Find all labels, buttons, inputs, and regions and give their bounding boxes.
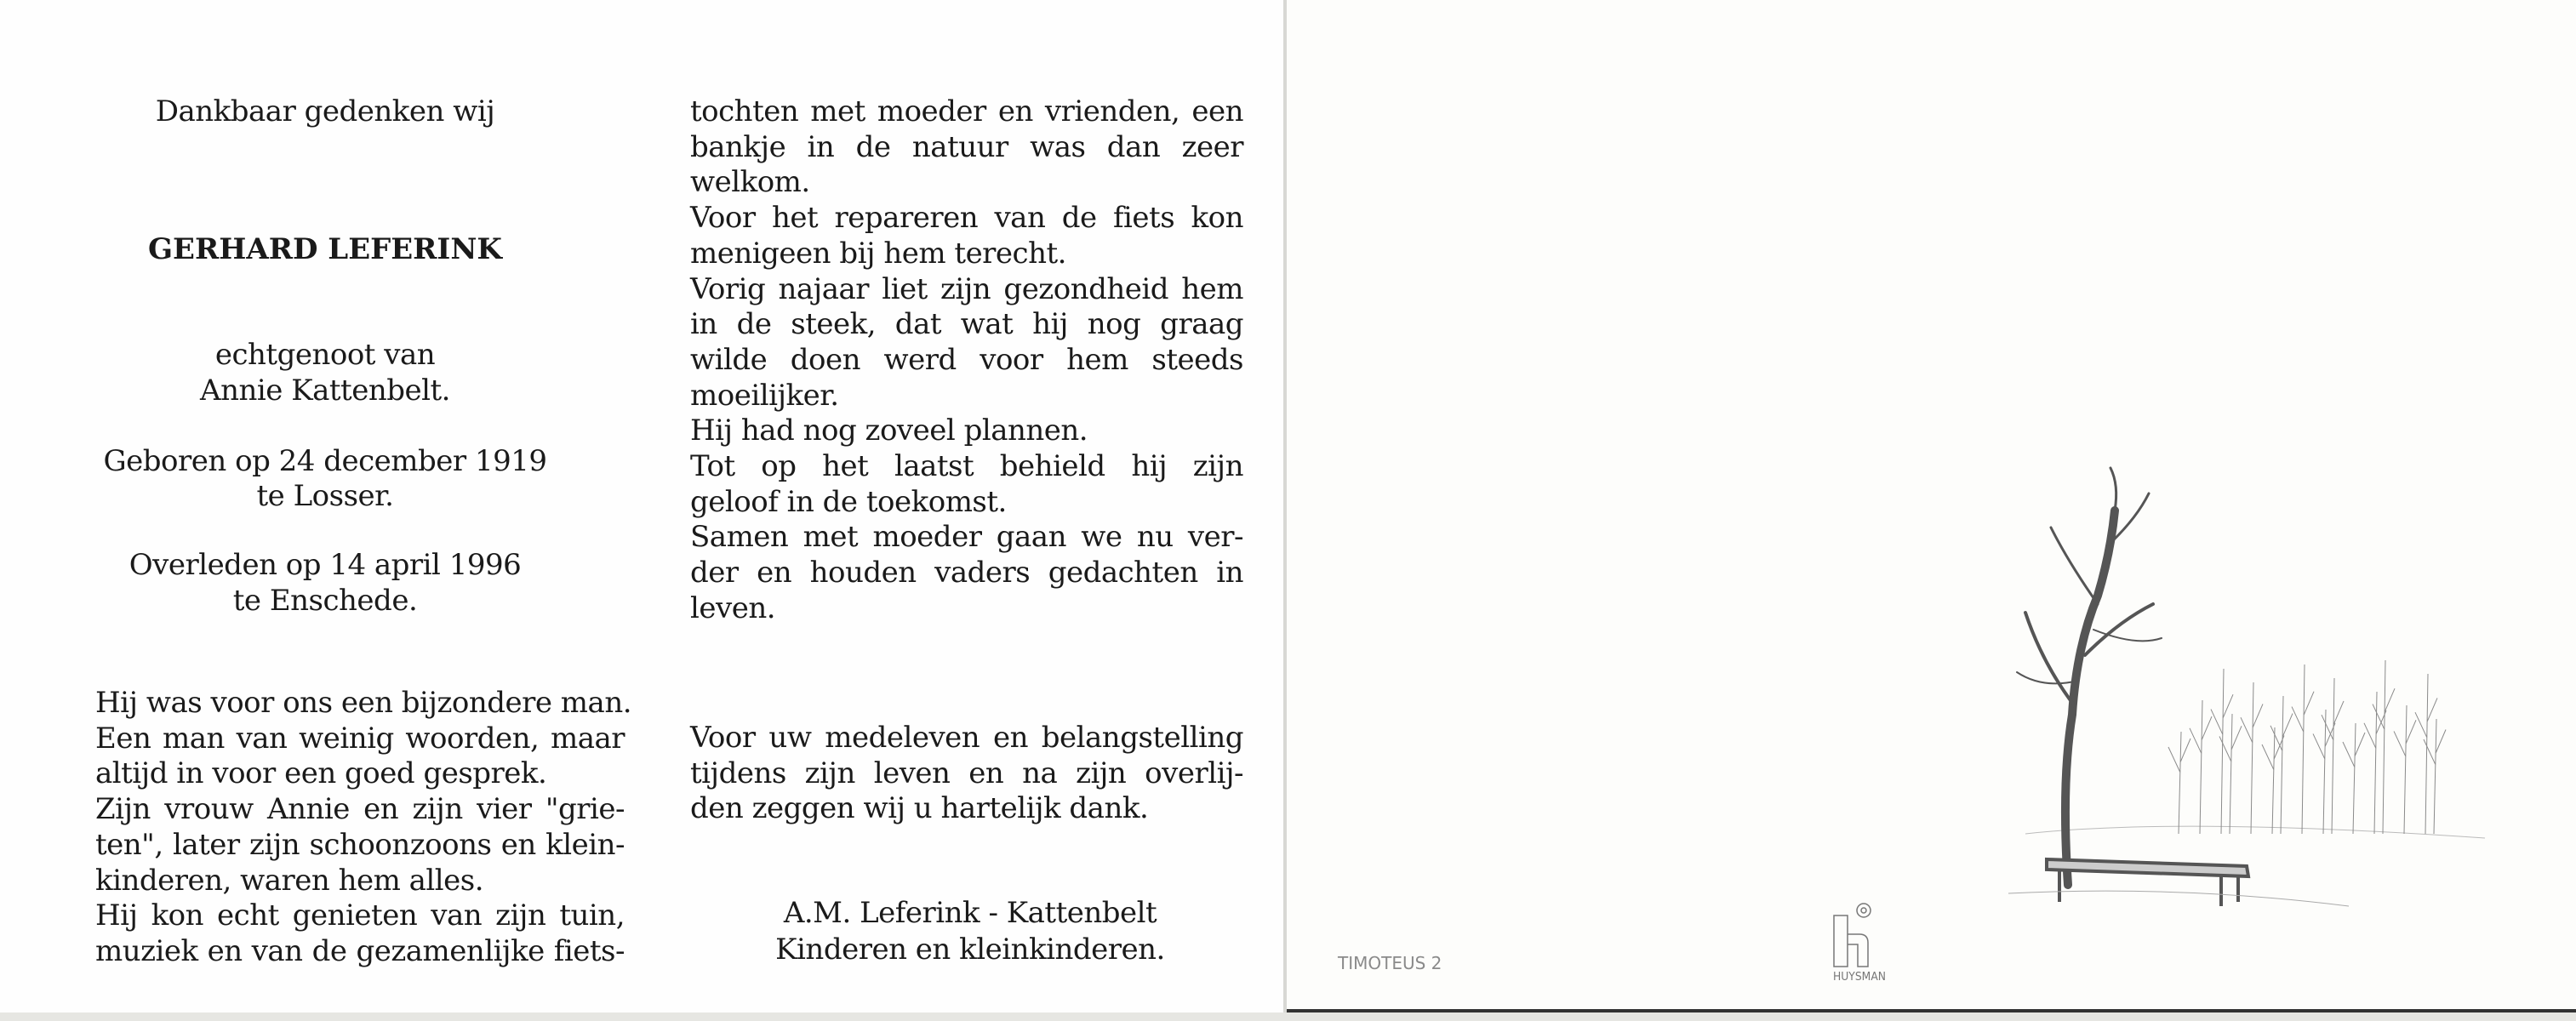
- text-line: in de steek, dat wat hij nog graag: [690, 307, 1243, 342]
- text-line: Voor uw medeleven en belangstelling: [690, 721, 1243, 755]
- deceased-name: GERHARD LEFERINK: [148, 232, 502, 266]
- svg-text:HUYSMAN: HUYSMAN: [1833, 971, 1886, 984]
- text-line: Hij had nog zoveel plannen.: [690, 414, 1088, 448]
- died-line-1: Overleden op 14 april 1996: [129, 548, 522, 582]
- text-line: bankje in de natuur was dan zeer: [690, 129, 1243, 164]
- background-tree: [2168, 732, 2190, 834]
- text-line: Vorig najaar liet zijn gezondheid hem: [690, 271, 1243, 306]
- text-line: der en houden vaders gedachten in: [690, 556, 1243, 590]
- signature-line-2: Kinderen en kleinkinderen.: [775, 933, 1165, 967]
- text-line: Een man van weinig woorden, maar: [95, 721, 625, 756]
- tree-and-bench-drawing: [2008, 459, 2502, 919]
- text-line: geloof in de toekomst.: [690, 484, 1007, 519]
- text-line: Hij was voor ons een bijzondere man.: [95, 686, 632, 720]
- scan-edge: [0, 1012, 2576, 1021]
- background-tree: [2190, 700, 2212, 834]
- background-tree: [2292, 665, 2314, 834]
- huysman-logo: [1830, 900, 1889, 985]
- text-line: tijdens zijn leven en na zijn overlij-: [690, 756, 1243, 790]
- signature-line-1: A.M. Leferink - Kattenbelt: [783, 896, 1157, 930]
- born-line-2: te Losser.: [256, 479, 394, 513]
- text-line: kinderen, waren hem alles.: [95, 863, 484, 898]
- heading: Dankbaar gedenken wij: [155, 94, 495, 128]
- text-line: Zijn vrouw Annie en zijn vier "grie-: [95, 792, 625, 827]
- background-tree: [2343, 723, 2365, 834]
- background-tree: [2241, 682, 2263, 834]
- text-line: moeilijker.: [690, 378, 839, 413]
- spouse-line-1: echtgenoot van: [214, 338, 436, 372]
- text-line: Voor het repareren van de fiets kon: [690, 201, 1243, 236]
- text-line: Tot op het laatst behield hij zijn: [690, 449, 1243, 483]
- spouse-line-2: Annie Kattenbelt.: [200, 374, 450, 408]
- inner-card: [0, 0, 1283, 1012]
- text-line: menigeen bij hem terecht.: [690, 236, 1066, 271]
- background-tree: [2415, 674, 2437, 834]
- text-line: ten", later zijn schoonzoons en klein-: [95, 827, 625, 862]
- text-line: wilde doen werd voor hem steeds: [690, 342, 1243, 377]
- text-line: welkom.: [690, 165, 810, 200]
- text-line: Samen met moeder gaan we nu ver-: [690, 520, 1243, 555]
- text-line: den zeggen wij u hartelijk dank.: [690, 791, 1149, 826]
- born-line-1: Geboren op 24 december 1919: [103, 444, 547, 478]
- background-tree: [2211, 669, 2233, 834]
- text-line: Hij kon echt genieten van zijn tuin,: [95, 898, 625, 933]
- text-line: leven.: [690, 590, 776, 625]
- text-line: altijd in voor een goed gesprek.: [95, 756, 547, 791]
- text-line: muziek en van de gezamenlijke fiets-: [95, 933, 625, 968]
- card-code: TIMOTEUS 2: [1338, 953, 1442, 973]
- died-line-2: te Enschede.: [232, 584, 418, 618]
- text-line: tochten met moeder en vrienden, een: [690, 94, 1243, 128]
- background-tree: [2394, 705, 2416, 834]
